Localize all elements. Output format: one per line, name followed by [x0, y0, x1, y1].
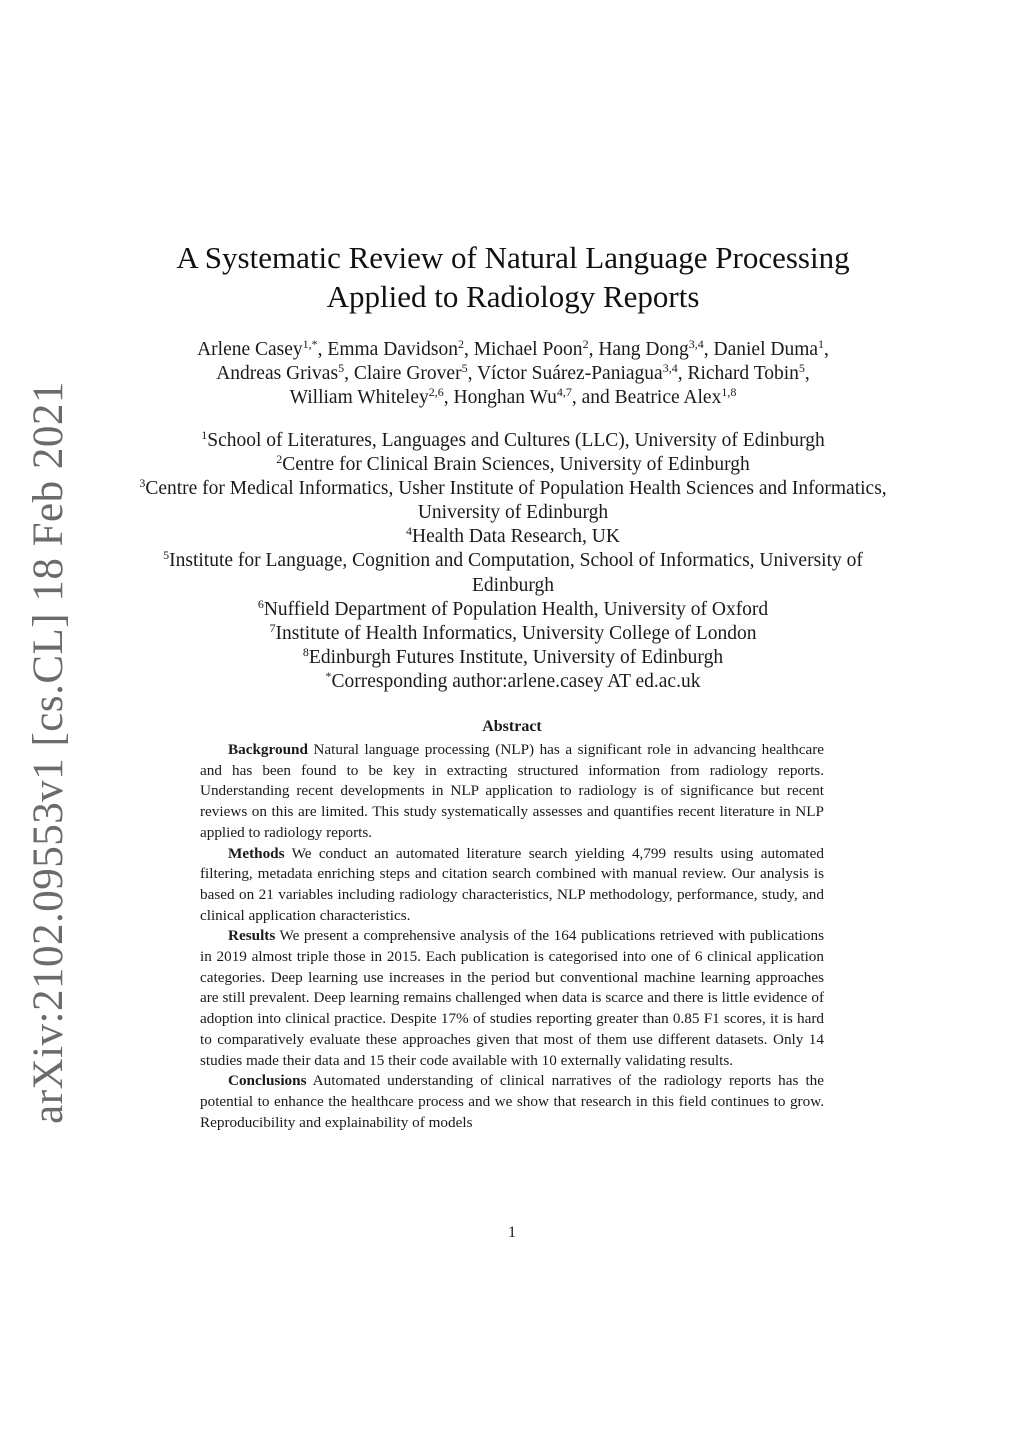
author-affiliation-marker: 2,6	[428, 384, 444, 399]
author-affiliation-marker: 5	[461, 360, 468, 375]
author	[598, 336, 704, 360]
affiliation-text: School of Literatures, Languages and Cultures (LLC), University of Edinburgh	[207, 430, 825, 451]
abstract-section-label: Results	[228, 927, 276, 945]
affiliation-text: Centre for Clinical Brain Sciences, University of Edinburgh	[282, 454, 750, 476]
author	[353, 360, 468, 384]
author-affiliation-marker: 3,4	[662, 360, 678, 375]
author-name: Hang Dong	[598, 339, 689, 360]
author-affiliation-marker: 2	[457, 336, 464, 351]
affiliation-marker: 4	[406, 524, 413, 539]
affiliation-marker: 6	[257, 596, 264, 611]
author	[327, 336, 464, 360]
author	[687, 360, 805, 384]
author-separator: ,	[443, 387, 454, 408]
abstract-section-text: Natural language processing (NLP) has a significant role in advancing healthcare and has been found to be key in extracting structured information from radiology reports. Understanding recent developments in NLP application to radiology is of significance but recent reviews on this are limited. This study systematically assesses and quantifies recent literature in NLP applied to radiology reports.	[200, 741, 824, 841]
arxiv-identifier	[15, 380, 81, 1124]
author-name: Michael Poon	[473, 339, 583, 360]
author-name: Richard Tobin	[687, 363, 799, 384]
author-affiliation-marker: 5	[338, 360, 345, 375]
abstract-section-label: Background	[228, 741, 308, 758]
affiliation-text: Corresponding author:arlene.casey AT ed.ac.uk	[331, 670, 701, 692]
author	[476, 360, 678, 384]
abstract-section	[200, 740, 824, 844]
abstract-section	[200, 1071, 824, 1133]
author-name: Víctor Suárez-Paniagua	[476, 363, 663, 384]
affiliation	[130, 670, 896, 694]
abstract-section	[200, 926, 824, 1071]
paper-title: A Systematic Review of Natural Language Processing Applied to Radiology Reports	[176, 240, 850, 314]
affiliation	[130, 453, 896, 477]
abstract-section-text: We present a comprehensive analysis of the 164 publications retrieved with publications in 2019 almost triple those in 2015. Each publication is categorised into one of 6 clinical application categories. Deep learning use increases in the period but conventional machine learning approaches are still prevalent. Deep learning remains challenged when data is scarce and there is little evidence of adoption into clinical practice. Despite 17% of studies reporting greater than 0.85 F1 scores, it is hard to comparatively evaluate these approaches given that most of them use different datasets. Only 14 studies made their data and 15 their code available with 10 externally validating results.	[200, 927, 824, 1069]
affiliation	[130, 525, 896, 549]
affiliation	[130, 622, 896, 646]
author-name: Claire Grover	[353, 363, 462, 384]
affiliation	[130, 646, 896, 670]
author-affiliation-marker: 3,4	[688, 336, 704, 351]
author-name: Beatrice Alex	[614, 387, 722, 408]
affiliation	[130, 598, 896, 622]
author-affiliation-marker: 5	[798, 360, 805, 375]
affiliation-marker: 8	[302, 644, 309, 659]
author-separator: ,	[317, 339, 328, 360]
author-separator: ,	[804, 363, 810, 384]
affiliation	[130, 549, 896, 597]
author	[614, 384, 737, 408]
author-affiliation-marker: 2	[582, 336, 589, 351]
abstract-section-text: We conduct an automated literature search yielding 4,799 results using automated filtering, metadata enriching steps and citation search combined with manual review. Our analysis is based on 21 variables including radiology characteristics, NLP methodology, performance, study, and clinical application characteristics.	[200, 844, 824, 924]
author-list	[130, 338, 896, 410]
author-separator: ,	[824, 339, 829, 360]
affiliation-marker: 7	[269, 620, 276, 635]
author-affiliation-marker: 4,7	[556, 384, 572, 399]
affiliation-text: Institute of Health Informatics, University College of London	[275, 622, 757, 644]
author-name: William Whiteley	[289, 387, 429, 408]
author-separator: ,	[344, 363, 354, 384]
author-separator: ,	[677, 363, 688, 384]
arxiv-identifier-text: arXiv:2102.09553v1 [cs.CL] 18 Feb 2021	[24, 380, 72, 1124]
abstract-body	[200, 740, 824, 1133]
affiliation-text: Centre for Medical Informatics, Usher Institute of Population Health Sciences and Informatics, University of Edinburgh	[145, 478, 887, 524]
author	[289, 384, 444, 408]
affiliation	[130, 429, 896, 453]
author-name: Arlene Casey	[197, 339, 303, 360]
affiliation-marker: *	[325, 668, 332, 683]
author	[216, 360, 345, 384]
author-separator: , and	[571, 387, 615, 408]
abstract-section-label: Conclusions	[228, 1072, 307, 1090]
author-affiliation-marker: 1,*	[302, 336, 318, 351]
affiliation	[130, 477, 896, 525]
affiliation-marker: 1	[201, 427, 208, 442]
abstract-section	[200, 844, 824, 927]
author	[453, 384, 572, 408]
affiliation-text: Edinburgh Futures Institute, University of Edinburgh	[308, 646, 724, 668]
affiliation-text: Institute for Language, Cognition and Computation, School of Informatics, University of Edinburgh	[169, 550, 863, 596]
abstract-section-text: Automated understanding of clinical narratives of the radiology reports has the potential to enhance the healthcare process and we show that research in this field continues to grow. Reproducibility and explainability of models	[200, 1072, 824, 1131]
author-affiliation-marker: 1	[818, 336, 825, 351]
author-name: Andreas Grivas	[216, 363, 339, 384]
page-number: 1	[508, 1224, 516, 1241]
author	[197, 336, 318, 360]
author-separator: ,	[463, 339, 474, 360]
abstract-section-label: Methods	[228, 844, 285, 862]
author-name: Honghan Wu	[453, 387, 557, 408]
affiliation-list	[130, 429, 896, 694]
author-affiliation-marker: 1,8	[721, 384, 737, 399]
author-separator: ,	[703, 339, 714, 360]
affiliation-marker: 3	[139, 476, 146, 490]
author	[713, 336, 825, 360]
abstract-heading: Abstract	[482, 718, 542, 735]
affiliation-marker: 5	[163, 548, 170, 563]
author	[473, 336, 589, 360]
author-separator: ,	[467, 363, 477, 384]
author-separator: ,	[588, 339, 599, 360]
affiliation-text: Nuffield Department of Population Health, University of Oxford	[263, 598, 769, 620]
affiliation-marker: 2	[276, 451, 283, 466]
author-name: Emma Davidson	[327, 339, 458, 360]
author-name: Daniel Duma	[713, 339, 819, 360]
affiliation-text: Health Data Research, UK	[412, 526, 620, 548]
